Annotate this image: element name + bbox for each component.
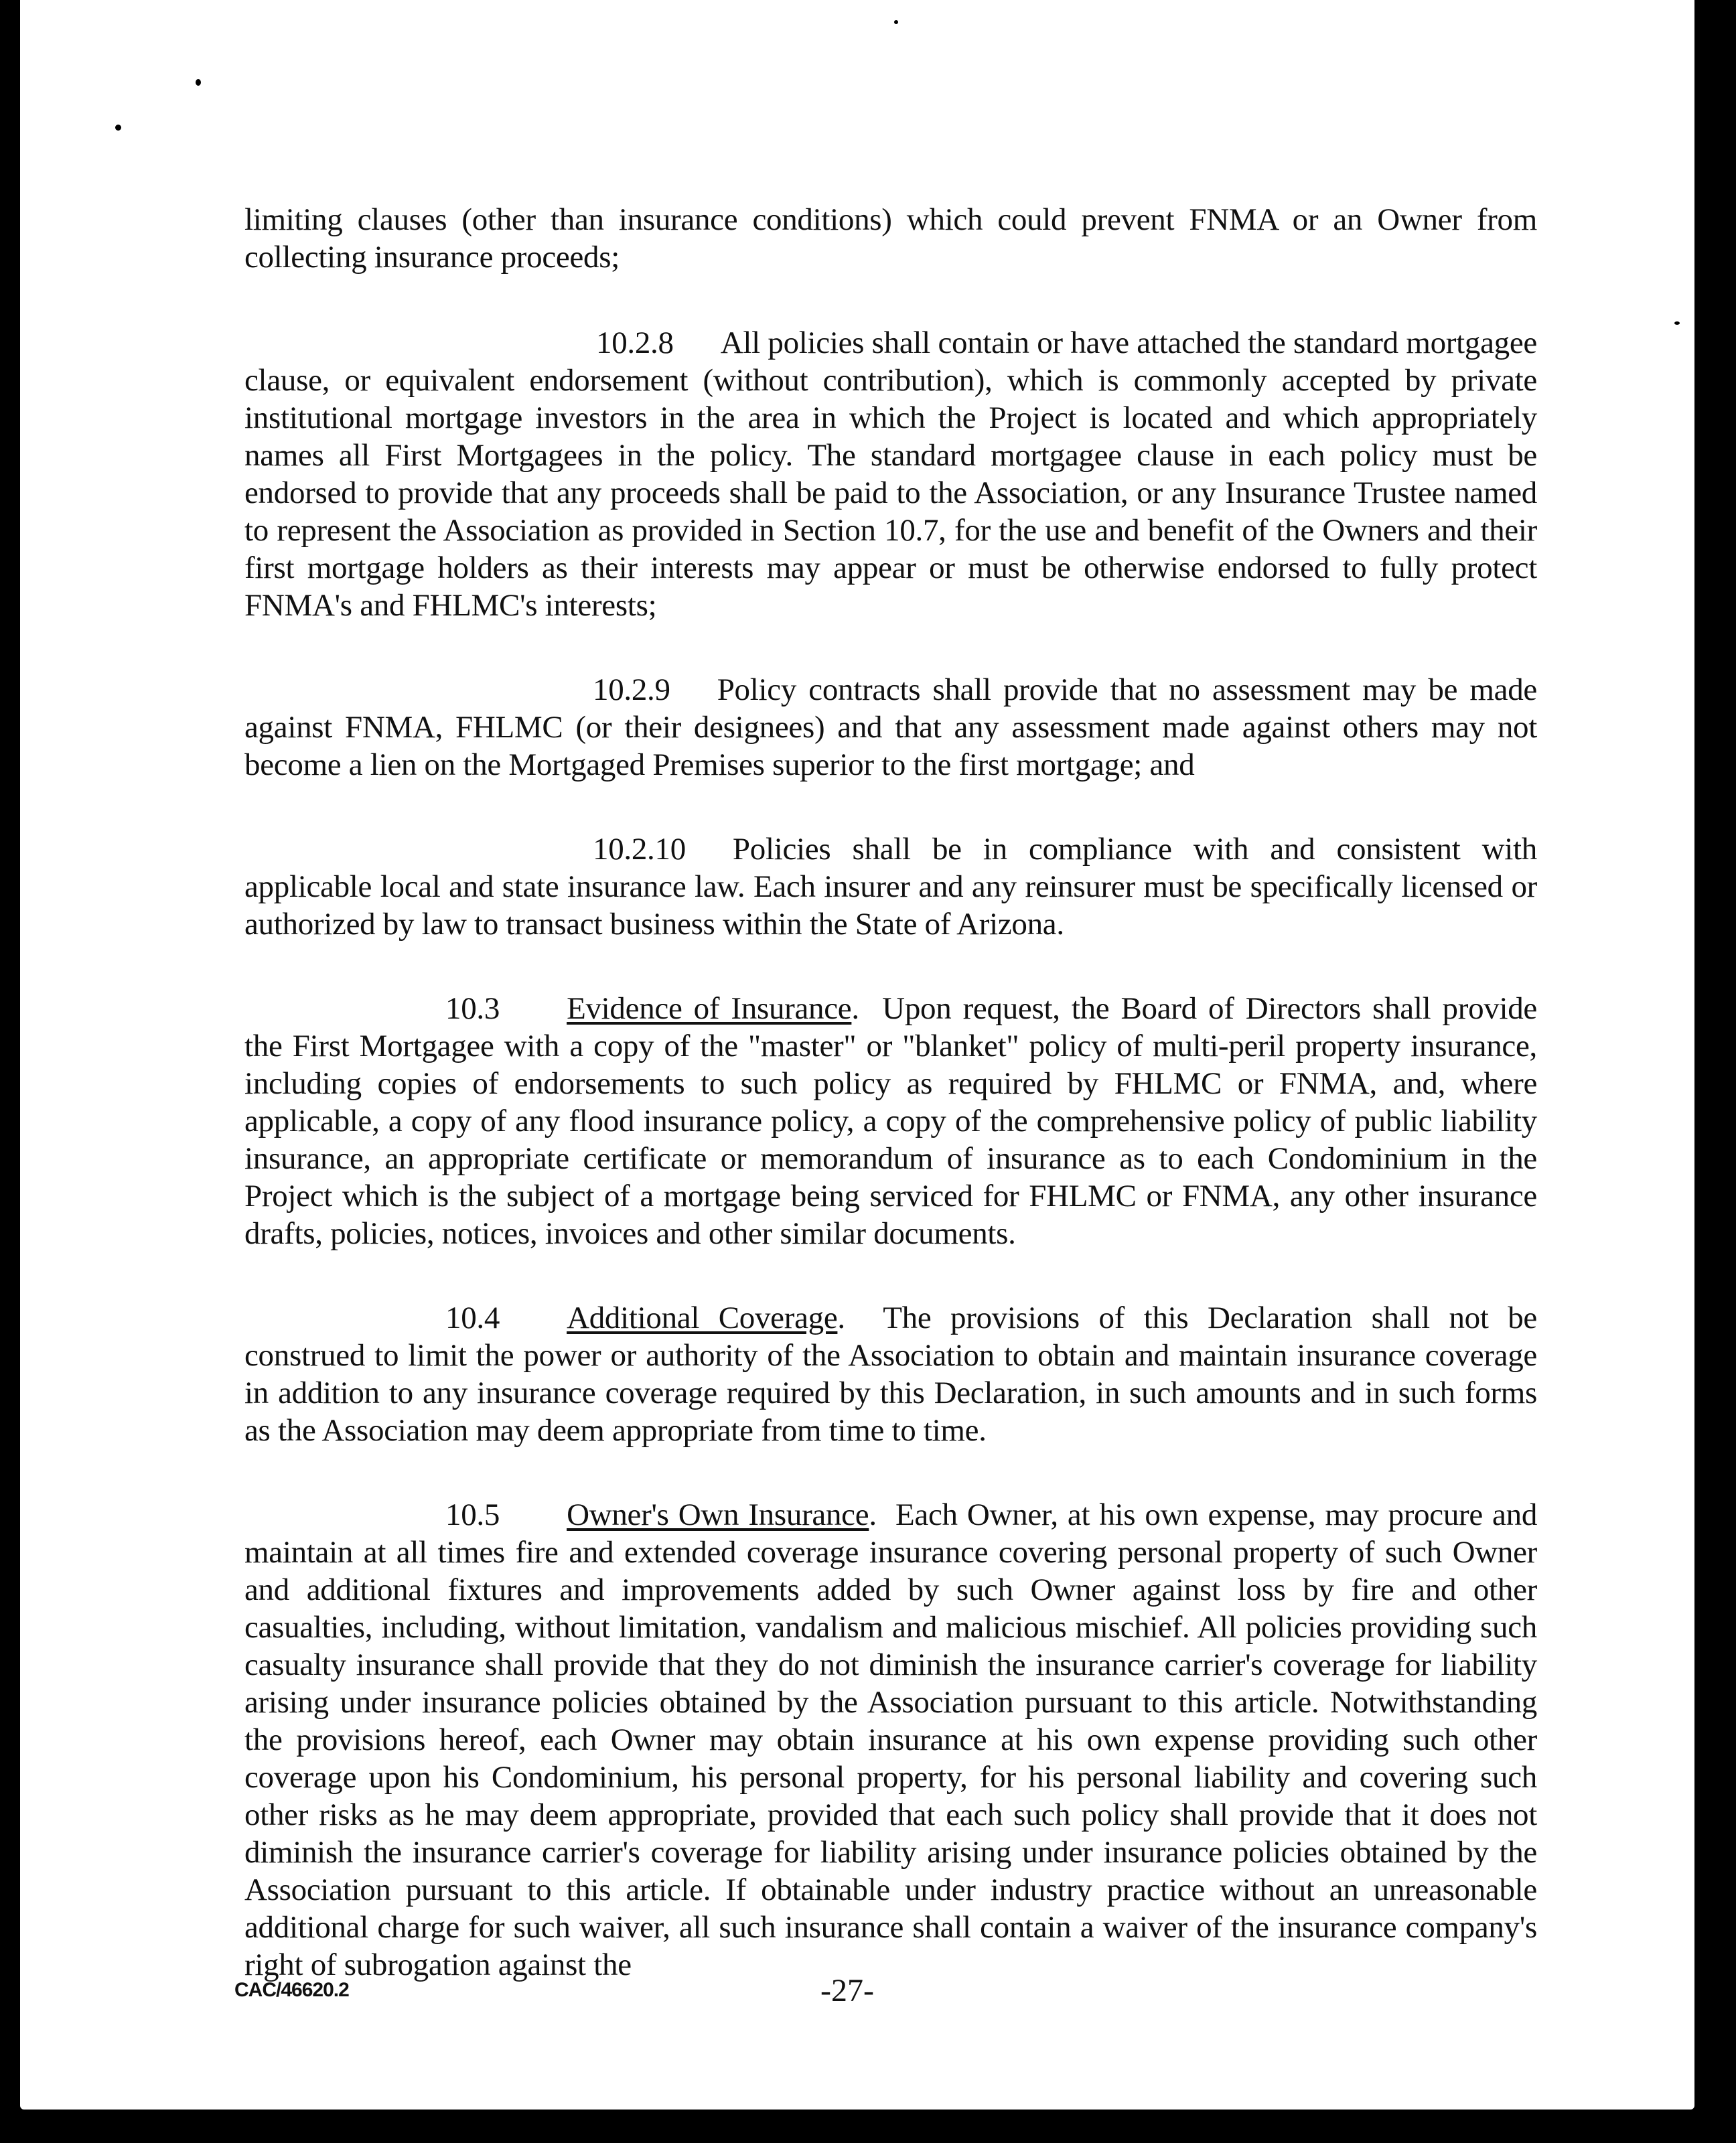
section-title: Owner's Own Insurance — [567, 1497, 869, 1532]
section-number: 10.2.8 — [596, 325, 674, 360]
section-body: All policies shall contain or have attached the standard mortgagee clause, or equivalent endorsement (without contribution), which is commonly accepted by private institutional mortgage investors in the area in which the Project is located and which appropriately names all First Mortgagees in the policy. The standard mortgagee clause in each policy must be endorsed to provide that any proceeds shall be paid to the Association, or any Insurance Trustee named to represent the Association as provided in Section 10.7, for the use and benefit of the Owners and their first mortgage holders as their interests may appear or must be otherwise endorsed to fully protect FNMA's and FHLMC's interests; — [244, 325, 1537, 623]
section-body: Upon request, the Board of Directors shall provide the First Mortgagee with a copy of the "master" or "blanket" policy of multi-peril property insurance, including copies of endorsements to such policy as required by FHLMC or FNMA, and, where applicable, a copy of any flood insurance policy, a copy of the comprehensive policy of public liability insurance, an appropriate certificate or memorandum of insurance as to each Condominium in the Project which is the subject of a mortgage being serviced for FHLMC or FNMA, any other insurance drafts, policies, notices, invoices and other similar documents. — [244, 991, 1537, 1251]
title-separator: . — [869, 1497, 877, 1532]
section-10-2-10 — [244, 830, 1537, 943]
section-title: Additional Coverage — [567, 1301, 838, 1335]
scan-speck — [115, 125, 121, 131]
opening-paragraph — [244, 201, 1537, 276]
title-separator: . — [837, 1301, 845, 1335]
page-number: -27- — [820, 1973, 874, 2008]
scan-speck — [1674, 321, 1680, 325]
section-10-5 — [244, 1496, 1537, 1984]
section-title: Evidence of Insurance — [567, 991, 852, 1026]
section-number: 10.5 — [445, 1497, 500, 1532]
section-body: Policy contracts shall provide that no assessment may be made against FNMA, FHLMC (or their designees) and that any assessment made against others may not become a lien on the Mortgaged Premises superior to the first mortgage; and — [244, 672, 1537, 782]
section-10-3 — [244, 990, 1537, 1252]
title-separator: . — [851, 991, 859, 1026]
section-number: 10.2.9 — [593, 672, 670, 707]
section-body: The provisions of this Declaration shall not be construed to limit the power or authority of the Association to obtain and maintain insurance coverage in addition to any insurance coverage required by this Declaration, in such amounts and in such forms as the Association may deem appropriate from time to time. — [244, 1301, 1537, 1448]
section-10-2-9 — [244, 671, 1537, 784]
section-number: 10.4 — [445, 1301, 500, 1335]
section-10-4 — [244, 1299, 1537, 1449]
footer-document-code: CAC/46620.2 — [234, 1979, 349, 2001]
opening-text: limiting clauses (other than insurance conditions) which could prevent FNMA or an Owner from collecting insurance proceeds; — [244, 202, 1537, 275]
section-number: 10.3 — [445, 991, 500, 1026]
scan-speck — [894, 20, 898, 24]
section-number: 10.2.10 — [593, 832, 686, 867]
document-body — [244, 201, 1537, 1984]
section-body: Policies shall be in compliance with and consistent with applicable local and state insurance law. Each insurer and any reinsurer must be specifically licensed or authorized by law to transact business within the State of Arizona. — [244, 832, 1537, 942]
section-body: Each Owner, at his own expense, may procure and maintain at all times fire and extended coverage insurance covering personal property of such Owner and additional fixtures and improvements added by such Owner against loss by fire and other casualties, including, without limitation, vandalism and malicious mischief. All policies providing such casualty insurance shall provide that they do not diminish the insurance carrier's coverage for liability arising under insurance policies obtained by the Association pursuant to this article. Notwithstanding the provisions hereof, each Owner may obtain insurance at his own expense providing such other coverage upon his Condominium, his personal property, for his personal liability and covering such other risks as he may deem appropriate, provided that each such policy shall provide that it does not diminish the insurance carrier's coverage for liability arising under insurance policies obtained by the Association pursuant to this article. If obtainable under industry practice without an unreasonable additional charge for such waiver, all such insurance shall contain a waiver of the insurance company's right of subrogation against the — [244, 1497, 1538, 1982]
scan-speck — [196, 79, 201, 86]
document-page — [20, 0, 1694, 2110]
section-10-2-8 — [244, 324, 1537, 624]
